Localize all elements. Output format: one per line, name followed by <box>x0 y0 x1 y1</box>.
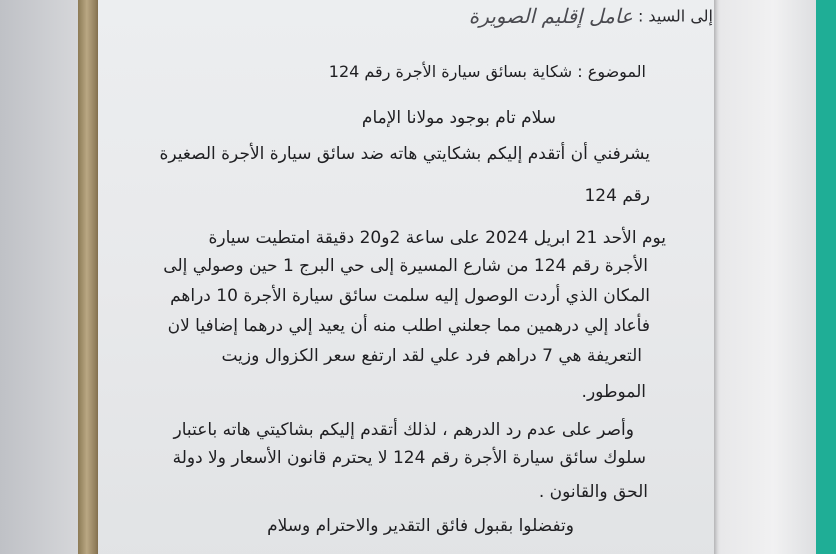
letter-closing: وتفضلوا بقبول فائق التقدير والاحترام وسلام <box>267 516 574 536</box>
complaint-letter <box>98 0 714 554</box>
recipient-label: إلى السيد : <box>637 6 713 26</box>
paragraph-line: يشرفني أن أتقدم إليكم بشكايتي هاته ضد سائق سيارة الأجرة الصغيرة <box>159 144 650 164</box>
letter-greeting: سلام تام بوجود مولانا الإمام <box>361 108 556 128</box>
paragraph-line: الحق والقانون . <box>538 482 648 502</box>
paragraph-line: فأعاد إلي درهمين مما جعلني اطلب منه أن يعيد إلي درهما إضافيا لان <box>167 316 650 336</box>
letter-subject: الموضوع : شكاية بسائق سيارة الأجرة رقم 124 <box>328 62 646 81</box>
paragraph-line: رقم 124 <box>584 186 650 206</box>
background-paper-right <box>710 0 816 554</box>
wooden-edge <box>78 0 100 554</box>
background-paper-left <box>0 0 80 554</box>
recipient-line <box>433 4 713 36</box>
paragraph-line: الموطور. <box>581 382 646 402</box>
paragraph-line: وأصر على عدم رد الدرهم ، لذلك أتقدم إليكم بشاكيتي هاته باعتبار <box>173 420 634 440</box>
paragraph-line: الأجرة رقم 124 من شارع المسيرة إلى حي البرج 1 حين وصولي إلى <box>163 256 648 276</box>
recipient-name-handwritten: عامل إقليم الصويرة <box>468 4 633 28</box>
paragraph-line: التعريفة هي 7 دراهم فرد علي لقد ارتفع سعر الكزوال وزيت <box>221 346 642 366</box>
paragraph-line: المكان الذي أردت الوصول إليه سلمت سائق سيارة الأجرة 10 دراهم <box>170 286 650 306</box>
paragraph-line: يوم الأحد 21 ابريل 2024 على ساعة 2و20 دقيقة امتطيت سيارة <box>208 228 666 248</box>
teal-background-right <box>816 0 836 554</box>
paragraph-line: سلوك سائق سيارة الأجرة رقم 124 لا يحترم قانون الأسعار ولا دولة <box>172 448 646 468</box>
